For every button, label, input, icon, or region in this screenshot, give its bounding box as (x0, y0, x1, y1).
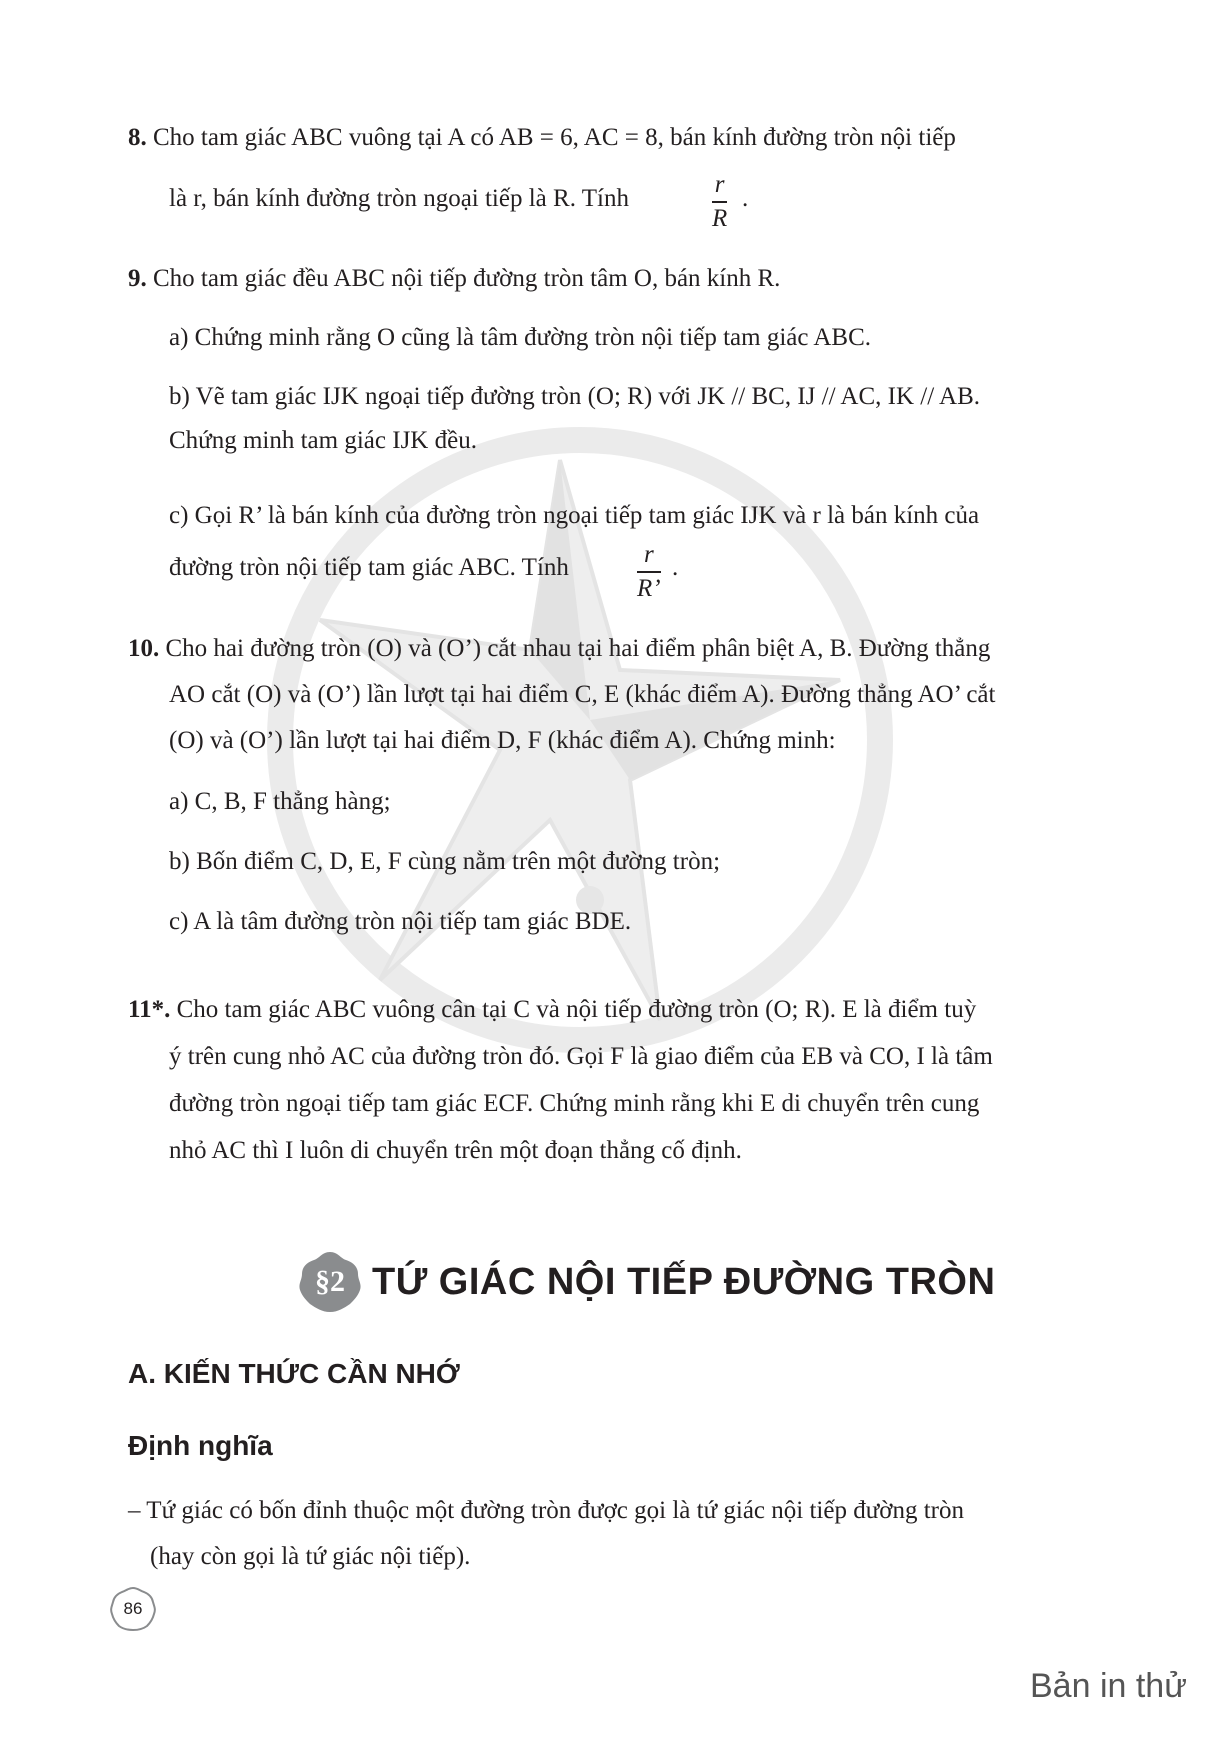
section-badge (298, 1250, 362, 1314)
section-heading: TỨ GIÁC NỘI TIẾP ĐƯỜNG TRÒN (372, 1260, 996, 1303)
exercise-number: 8. (128, 124, 147, 151)
definition-heading: Định nghĩa (128, 1430, 273, 1461)
exercise-9-line-1 (128, 262, 780, 296)
exercise-10-part-a: a) C, B, F thẳng hàng; (169, 788, 391, 815)
fraction-r-over-R (712, 170, 727, 234)
exercise-11-line-2: ý trên cung nhỏ AC của đường tròn đó. Gọi F là giao điểm của EB và CO, I là tâm (169, 1043, 993, 1070)
exercise-9-part-b-line-1: b) Vẽ tam giác IJK ngoại tiếp đường tròn (O; R) với JK // BC, IJ // AC, IK // AB. (169, 383, 981, 410)
definition-line-2: (hay còn gọi là tứ giác nội tiếp). (150, 1543, 471, 1570)
exercise-11-line-4: nhỏ AC thì I luôn di chuyển trên một đoạn thẳng cố định. (169, 1137, 742, 1164)
exercise-10-line-3: (O) và (O’) lần lượt tại hai điểm D, F (khác điểm A). Chứng minh: (169, 727, 836, 754)
section-badge-label: §2 (315, 1265, 345, 1298)
exercise-text: là r, bán kính đường tròn ngoại tiếp là R. Tính (169, 185, 629, 212)
exercise-number: 10. (128, 635, 160, 662)
exercise-8-line-1 (128, 121, 956, 155)
fraction-r-over-R-prime (637, 540, 661, 604)
exercise-10-part-c: c) A là tâm đường tròn nội tiếp tam giác BDE. (169, 908, 632, 935)
exercise-10-line-1 (128, 632, 990, 666)
fraction-denominator: R’ (637, 574, 661, 602)
fraction-denominator: R (712, 204, 728, 232)
page-number-badge (110, 1586, 156, 1632)
fraction-numerator: r (714, 171, 725, 198)
print-proof-label: Bản in thử (1030, 1667, 1187, 1705)
section-title (298, 1253, 995, 1311)
exercise-text: Cho tam giác đều ABC nội tiếp đường tròn tâm O, bán kính R. (153, 265, 781, 292)
exercise-10-part-b: b) Bốn điểm C, D, E, F cùng nằm trên một đường tròn; (169, 848, 721, 875)
exercise-9-part-c-line-2: đường tròn nội tiếp tam giác ABC. Tính (169, 554, 569, 581)
exercise-11-line-3: đường tròn ngoại tiếp tam giác ECF. Chứng minh rằng khi E di chuyển trên cung (169, 1090, 980, 1117)
page-number: 86 (123, 1599, 143, 1618)
exercise-text: Cho hai đường tròn (O) và (O’) cắt nhau tại hai điểm phân biệt A, B. Đường thẳng (165, 635, 991, 662)
definition-line-1: – Tứ giác có bốn đỉnh thuộc một đường tròn được gọi là tứ giác nội tiếp đường tròn (128, 1497, 964, 1524)
exercise-number: 11*. (128, 996, 171, 1023)
exercise-number: 9. (128, 265, 147, 292)
fraction-numerator: r (643, 541, 654, 568)
exercise-text: Cho tam giác ABC vuông cân tại C và nội tiếp đường tròn (O; R). E là điểm tuỳ (176, 996, 977, 1023)
exercise-9-part-a: a) Chứng minh rằng O cũng là tâm đường tròn nội tiếp tam giác ABC. (169, 324, 872, 351)
fraction-period: . (672, 554, 679, 581)
exercise-9-part-c-line-1: c) Gọi R’ là bán kính của đường tròn ngoại tiếp tam giác IJK và r là bán kính của (169, 502, 980, 529)
exercise-11-line-1 (128, 993, 976, 1027)
exercise-9-part-b-line-2: Chứng minh tam giác IJK đều. (169, 427, 477, 454)
fraction-period: . (742, 185, 749, 212)
exercise-8-line-2 (169, 182, 629, 216)
exercise-10-line-2: AO cắt (O) và (O’) lần lượt tại hai điểm C, E (khác điểm A). Đường thẳng AO’ cắt (169, 681, 996, 708)
exercise-text: Cho tam giác ABC vuông tại A có AB = 6, AC = 8, bán kính đường tròn nội tiếp (153, 124, 956, 151)
knowledge-heading: A. KIẾN THỨC CẦN NHỚ (128, 1358, 460, 1389)
